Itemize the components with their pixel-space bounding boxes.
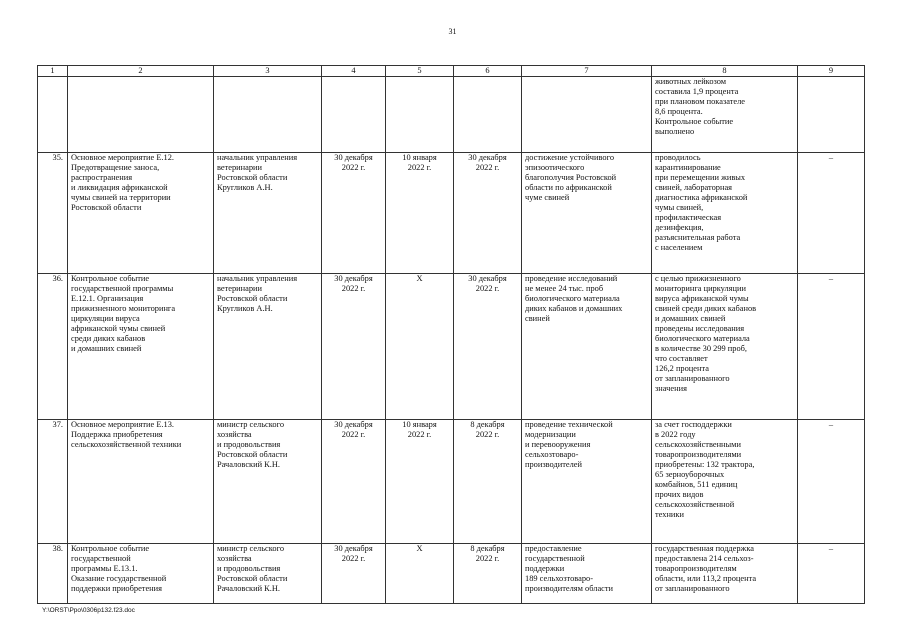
header-cell: 8 xyxy=(652,66,798,77)
cell-note: – xyxy=(798,420,865,544)
cell-planned-date xyxy=(322,77,386,153)
cell-expected-result: проведение технической модернизации и перевооружения сельхозтоваро- производителей xyxy=(522,420,652,544)
cell-end-date: 30 декабря 2022 г. xyxy=(454,274,522,420)
file-path-footer: Y:\ORST\Ppo\0306p132.f23.doc xyxy=(42,607,135,614)
cell-responsible xyxy=(214,77,322,153)
cell-activity: Основное мероприятие Е.13. Поддержка приобретения сельскохозяйственной техники xyxy=(68,420,214,544)
header-cell: 9 xyxy=(798,66,865,77)
continuation-row xyxy=(38,77,865,153)
cell-actual-result: за счет господдержки в 2022 году сельскохозяйственными товаропроизводителями приобретены: 132 трактора, 65 зерноуборочных комбайнов, 511 единиц прочих видов сельскохозяйственной техники xyxy=(652,420,798,544)
cell-num: 38. xyxy=(38,544,68,604)
table-row xyxy=(38,274,865,420)
cell-expected-result: предоставление государственной поддержки 189 сельхозтоваро- производителям области xyxy=(522,544,652,604)
cell-activity: Основное мероприятие Е.12. Предотвращение заноса, распространения и ликвидация африканской чумы свиней на территории Ростовской области xyxy=(68,153,214,274)
cell-end-date: 8 декабря 2022 г. xyxy=(454,544,522,604)
cell-activity: Контрольное событие государственной программы Е.12.1. Организация прижизненного мониторинга циркуляции вируса африканской чумы свиней среди диких кабанов и домашних свиней xyxy=(68,274,214,420)
cell-expected-result xyxy=(522,77,652,153)
cell-actual-result: животных лейкозом составила 1,9 процента при плановом показателе 8,6 процента. Контрольное событие выполнено xyxy=(652,77,798,153)
cell-note: – xyxy=(798,153,865,274)
cell-start-date: Х xyxy=(386,544,454,604)
cell-note: – xyxy=(798,544,865,604)
cell-note: – xyxy=(798,274,865,420)
header-cell: 7 xyxy=(522,66,652,77)
cell-note xyxy=(798,77,865,153)
table-row xyxy=(38,153,865,274)
cell-actual-result: государственная поддержка предоставлена 214 сельхоз- товаропроизводителям области, или 113,2 процента от запланированного xyxy=(652,544,798,604)
cell-actual-result: проводилось карантинирование при перемещении живых свиней, лабораторная диагностика африканской чумы свиней, профилактическая дезинфекция, разъяснительная работа с населением xyxy=(652,153,798,274)
page-number: 31 xyxy=(448,27,457,36)
header-cell: 3 xyxy=(214,66,322,77)
cell-activity: Контрольное событие государственной программы Е.13.1. Оказание государственной поддержки приобретения xyxy=(68,544,214,604)
table-row xyxy=(38,420,865,544)
cell-actual-result: с целью прижизненного мониторинга циркуляции вируса африканской чумы свиней среди диких кабанов и домашних свиней проведены исследования биологического материала в количестве 30 299 проб, что составляет 126,2 процента от запланированного значения xyxy=(652,274,798,420)
table-row xyxy=(38,544,865,604)
cell-expected-result: проведение исследований не менее 24 тыс. проб биологического материала диких кабанов и домашних свиней xyxy=(522,274,652,420)
cell-responsible: начальник управления ветеринарии Ростовской области Кругликов А.Н. xyxy=(214,274,322,420)
cell-planned-date: 30 декабря 2022 г. xyxy=(322,544,386,604)
cell-planned-date: 30 декабря 2022 г. xyxy=(322,153,386,274)
cell-responsible: министр сельского хозяйства и продовольствия Ростовской области Рачаловский К.Н. xyxy=(214,544,322,604)
report-table xyxy=(37,65,865,604)
cell-start-date xyxy=(386,77,454,153)
header-cell: 2 xyxy=(68,66,214,77)
cell-num: 36. xyxy=(38,274,68,420)
header-cell: 5 xyxy=(386,66,454,77)
cell-planned-date: 30 декабря 2022 г. xyxy=(322,274,386,420)
cell-num xyxy=(38,77,68,153)
header-cell: 4 xyxy=(322,66,386,77)
cell-expected-result: достижение устойчивого эпизоотического благополучия Ростовской области по африканской чуме свиней xyxy=(522,153,652,274)
header-cell: 1 xyxy=(38,66,68,77)
cell-activity xyxy=(68,77,214,153)
cell-planned-date: 30 декабря 2022 г. xyxy=(322,420,386,544)
cell-end-date xyxy=(454,77,522,153)
header-row xyxy=(38,66,865,77)
header-cell: 6 xyxy=(454,66,522,77)
cell-num: 37. xyxy=(38,420,68,544)
cell-responsible: министр сельского хозяйства и продовольствия Ростовской области Рачаловский К.Н. xyxy=(214,420,322,544)
cell-responsible: начальник управления ветеринарии Ростовской области Кругликов А.Н. xyxy=(214,153,322,274)
cell-end-date: 8 декабря 2022 г. xyxy=(454,420,522,544)
cell-num: 35. xyxy=(38,153,68,274)
cell-start-date: Х xyxy=(386,274,454,420)
cell-start-date: 10 января 2022 г. xyxy=(386,420,454,544)
cell-start-date: 10 января 2022 г. xyxy=(386,153,454,274)
cell-end-date: 30 декабря 2022 г. xyxy=(454,153,522,274)
